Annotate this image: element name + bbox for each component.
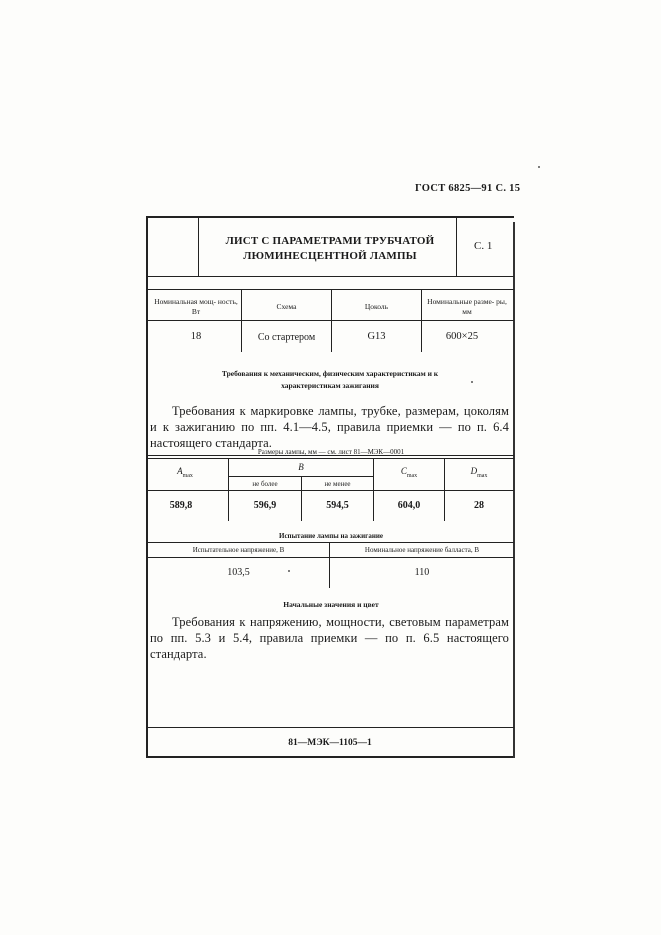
title-bottom-rule	[148, 276, 514, 277]
dims-header-a	[160, 466, 210, 479]
col-header-power: Номинальная мощ- ность, Вт	[154, 297, 238, 316]
footer-top-rule	[148, 727, 514, 728]
section-heading-initial-values: Начальные значения и цвет	[283, 600, 379, 609]
test-table-top-rule	[148, 542, 514, 543]
sheet-number: С. 1	[474, 240, 493, 252]
sheet-title	[206, 234, 454, 264]
title-divider-left	[198, 218, 199, 276]
dims-table-caption: Размеры лампы, мм — см. лист 81—МЭК—0001	[257, 448, 405, 456]
sheet-title-line1: ЛИСТ С ПАРАМЕТРАМИ ТРУБЧАТОЙ	[225, 235, 435, 247]
cell-power: 18	[190, 331, 202, 342]
dims-header-c	[374, 466, 444, 479]
col-header-dimensions: Номинальные разме- ры, мм	[427, 297, 507, 316]
cell-base: G13	[367, 331, 386, 342]
dims-value-b-min: 594,5	[326, 500, 349, 511]
scan-speck	[288, 570, 290, 572]
test-value-ballast-voltage: 110	[414, 567, 430, 578]
dims-value-a: 589,8	[169, 500, 193, 511]
sheet-title-line2: ЛЮМИНЕСЦЕНТНОЙ ЛАМПЫ	[243, 250, 417, 262]
col-header-base: Цоколь	[364, 302, 389, 311]
dims-value-c: 604,0	[397, 500, 421, 511]
scan-speck	[471, 381, 473, 383]
section-heading-mechanical: Требования к механическим, физическим характеристикам и к характеристикам зажигания	[221, 369, 439, 390]
dims-header-d-symbol: D	[470, 466, 478, 476]
dims-value-b-max: 596,9	[253, 500, 277, 511]
test-table-header-rule	[148, 557, 514, 558]
dims-header-b: B	[298, 462, 304, 472]
dims-header-a-symbol: A	[177, 466, 183, 476]
paragraph-marking-requirements: Требования к маркировке лампы, трубке, размерам, цоколям и к зажиганию по пп. 4.1—4.5, правила приемки — по п. 6.4 настоящего стандарта.	[150, 404, 509, 450]
cell-dimensions: 600×25	[445, 331, 479, 342]
dims-table-caption-rule	[148, 458, 514, 459]
dims-value-d: 28	[474, 500, 484, 511]
dims-header-d-subscript: max	[477, 472, 488, 479]
test-header-ballast-voltage: Номинальное напряжение балласта, В	[364, 546, 480, 554]
dims-header-d	[445, 466, 513, 479]
dims-header-b-min: не менее	[324, 480, 351, 488]
test-value-test-voltage: 103,5	[227, 567, 250, 578]
test-header-test-voltage: Испытательное напряжение, В	[192, 546, 285, 554]
dims-header-b-max: не более	[252, 480, 278, 488]
dims-header-a-subscript: max	[182, 472, 193, 479]
page-header: ГОСТ 6825—91 С. 15	[415, 183, 521, 194]
scan-speck	[538, 166, 540, 168]
main-table-col-divider-2	[331, 290, 332, 352]
col-header-scheme: Схема	[276, 302, 297, 311]
test-table-caption: Испытание лампы на зажигание	[279, 532, 383, 540]
cell-scheme: Со стартером	[257, 332, 316, 343]
dims-table-header-rule	[148, 490, 514, 491]
paragraph-voltage-requirements: Требования к напряжению, мощности, световым параметрам по пп. 5.3 и 5.4, правила приемки — по п. 6.5 настоящего стандарта.	[150, 615, 509, 661]
title-divider-right	[456, 218, 457, 276]
dims-header-c-subscript: max	[406, 472, 418, 479]
dims-header-c-symbol: C	[400, 466, 407, 476]
sheet-code: 81—МЭК—1105—1	[288, 738, 372, 748]
